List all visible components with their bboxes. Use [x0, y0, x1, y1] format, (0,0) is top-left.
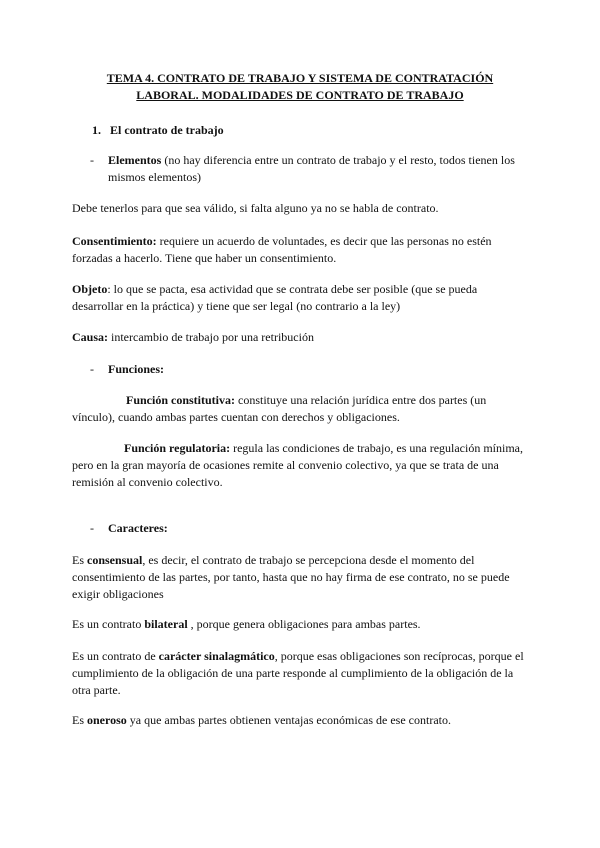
section-heading [92, 122, 224, 139]
sinalagmatico-label: carácter sinalagmático [158, 649, 275, 663]
paragraph-oneroso [72, 712, 530, 729]
paragraph-consensual [72, 552, 530, 603]
consentimiento-label: Consentimiento: [72, 234, 157, 248]
funciones-label: Funciones: [108, 362, 165, 376]
consentimiento-text: requiere un acuerdo de voluntades, es decir que las personas no estén forzadas a hacerlo. Tiene que haber un consentimiento. [72, 234, 492, 265]
paragraph-debe: Debe tenerlos para que sea válido, si falta alguno ya no se habla de contrato. [72, 201, 439, 215]
dash-bullet: - [90, 153, 94, 167]
consensual-pre: Es [72, 553, 87, 567]
elementos-item [90, 152, 530, 186]
elementos-label: Elementos [108, 153, 162, 167]
funcion-constitutiva-label: Función constitutiva: [126, 393, 236, 407]
title-line-1: TEMA 4. CONTRATO DE TRABAJO Y SISTEMA DE CONTRATACIÓN [106, 71, 494, 85]
section-number: 1. [92, 123, 101, 137]
objeto-text: : lo que se pacta, esa actividad que se contrata debe ser posible (que se pueda desarrollar en la práctica) y tiene que ser legal (no contrario a la ley) [72, 282, 478, 313]
bilateral-label: bilateral [144, 617, 188, 631]
section-title: El contrato de trabajo [110, 123, 224, 137]
caracteres-label: Caracteres: [108, 521, 168, 535]
dash-bullet: - [90, 521, 94, 535]
oneroso-pre: Es [72, 713, 87, 727]
sinalagmatico-text: , porque esas obligaciones son recíprocas, porque el cumplimiento de la obligación de una parte responde al cumplimiento de la obligación de la otra parte. [72, 649, 524, 697]
bilateral-pre: Es un contrato [72, 617, 145, 631]
paragraph-consentimiento [72, 233, 530, 267]
funcion-constitutiva-text: constituye una relación jurídica entre dos partes (un vínculo), cuando ambas partes cuentan con derechos y obligaciones. [72, 393, 487, 424]
oneroso-text: ya que ambas partes obtienen ventajas económicas de ese contrato. [126, 713, 451, 727]
bilateral-text: , porque genera obligaciones para ambas partes. [187, 617, 421, 631]
causa-text: intercambio de trabajo por una retribución [108, 330, 314, 344]
paragraph-funcion-constitutiva [72, 392, 530, 426]
funciones-item [90, 361, 530, 378]
consensual-label: consensual [87, 553, 143, 567]
consensual-text: , es decir, el contrato de trabajo se percepciona desde el momento del consentimiento de las partes, por tanto, hasta que no hay firma de ese contrato, no se puede exigir obligaciones [72, 553, 510, 601]
objeto-label: Objeto [72, 282, 108, 296]
paragraph-sinalagmatico [72, 648, 530, 699]
paragraph-objeto [72, 281, 530, 315]
caracteres-item [90, 520, 530, 537]
sinalagmatico-pre: Es un contrato de [72, 649, 159, 663]
paragraph-funcion-regulatoria [72, 440, 530, 491]
funcion-regulatoria-text: regula las condiciones de trabajo, es una regulación mínima, pero en la gran mayoría de ocasiones remite al convenio colectivo, ya que se trata de una remisión al convenio colectivo. [72, 441, 524, 489]
document-title [70, 70, 530, 104]
oneroso-label: oneroso [87, 713, 127, 727]
title-line-2: LABORAL. MODALIDADES DE CONTRATO DE TRABAJO [136, 88, 464, 102]
funcion-regulatoria-label: Función regulatoria: [124, 441, 231, 455]
elementos-text: (no hay diferencia entre un contrato de trabajo y el resto, todos tienen los mismos elementos) [108, 153, 515, 184]
paragraph-causa [72, 329, 530, 346]
causa-label: Causa: [72, 330, 109, 344]
paragraph-bilateral [72, 616, 530, 633]
dash-bullet: - [90, 362, 94, 376]
